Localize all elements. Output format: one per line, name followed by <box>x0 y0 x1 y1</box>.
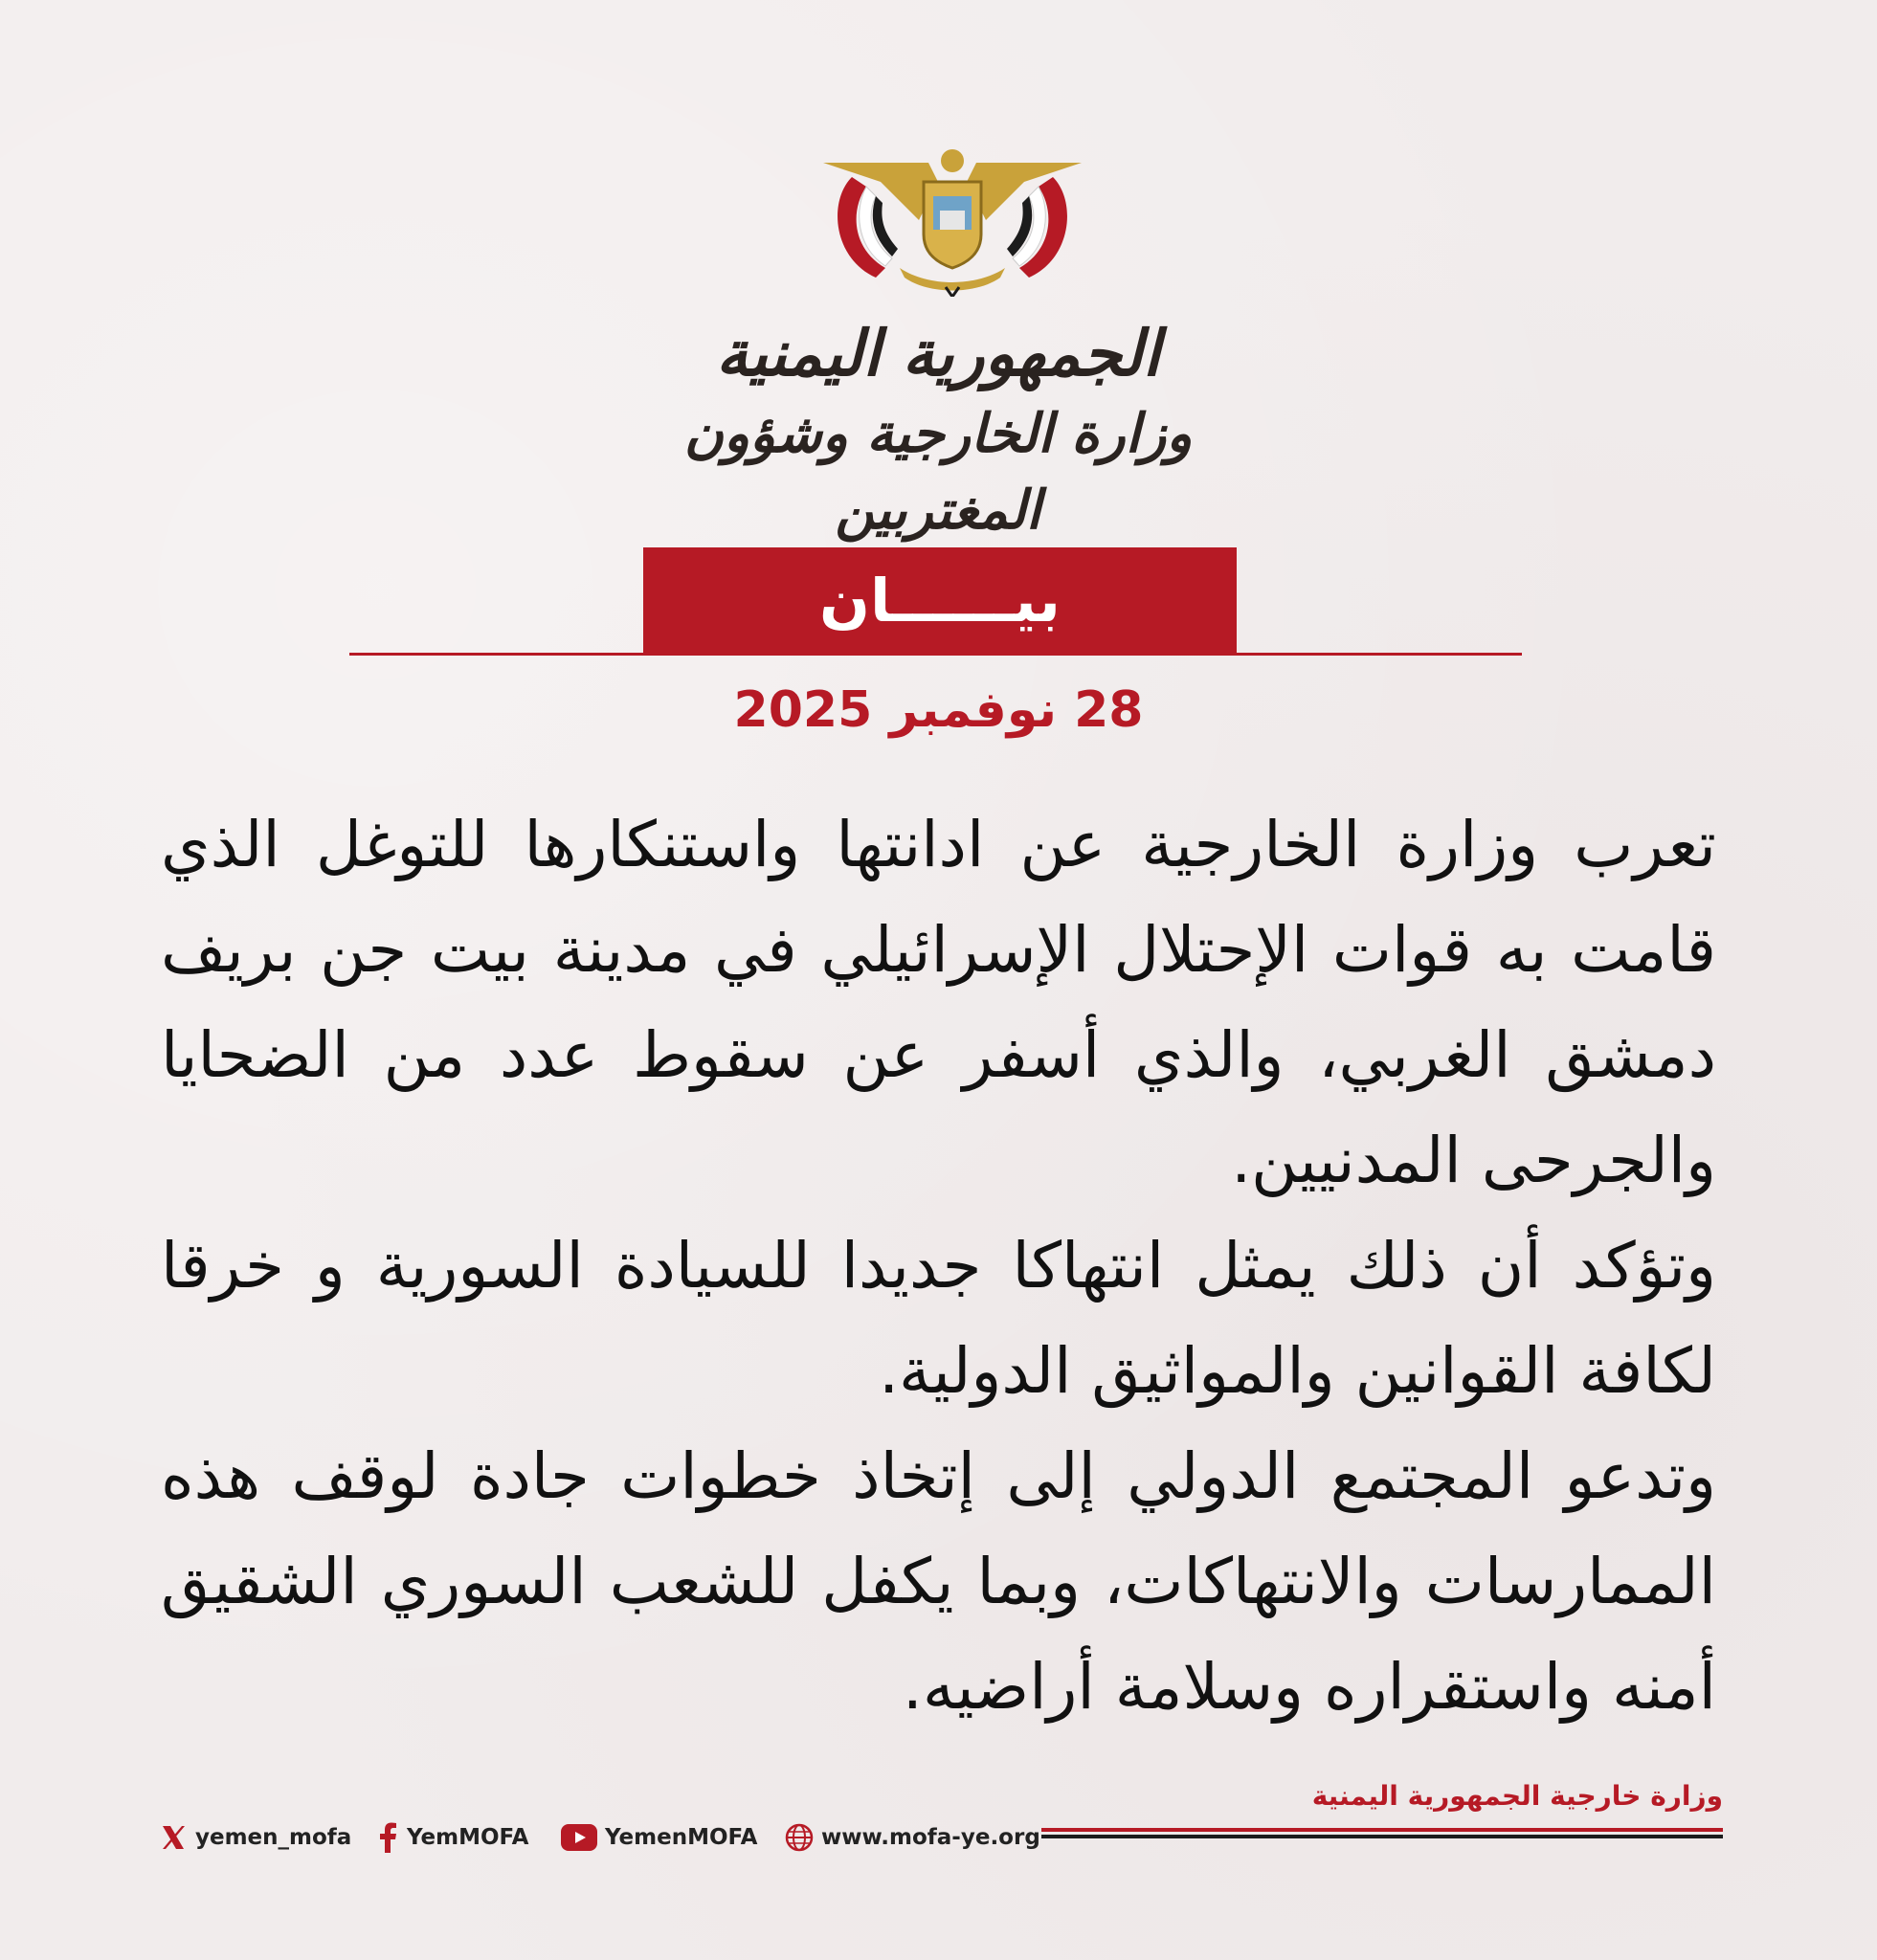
flag-stripes <box>1041 1828 1723 1841</box>
facebook-icon <box>376 1822 399 1853</box>
body-paragraph-2: وتؤكد أن ذلك يمثل انتهاكا جديدا للسيادة السورية و خرقا لكافة القوانين والمواثيق الدولية. <box>161 1229 1716 1408</box>
facebook-handle: YemMOFA <box>407 1825 529 1850</box>
body-paragraph-3: وتدعو المجتمع الدولي إلى إتخاذ خطوات جادة لوقف هذه الممارسات والانتهاكات، وبما يكفل للشعب السوري الشقيق أمنه واستقراره وسلامة أراضيه. <box>161 1439 1716 1724</box>
footer <box>153 1780 1723 1857</box>
body-paragraph-1: تعرب وزارة الخارجية عن ادانتها واستنكارها للتوغل الذي قامت به قوات الإحتلال الإسرائيلي في مدينة بيت جن بريف دمشق الغربي، والذي أسفر عن سقوط عدد من الضحايا والجرحى المدنيين. <box>161 808 1716 1197</box>
facebook-link[interactable] <box>376 1818 528 1857</box>
x-link[interactable] <box>159 1818 351 1857</box>
youtube-link[interactable] <box>561 1818 757 1857</box>
youtube-icon <box>561 1824 597 1851</box>
ministry-name: وزارة الخارجية وشؤون المغتربين <box>683 402 1193 542</box>
statement-body <box>161 792 1716 1740</box>
x-handle: yemen_mofa <box>195 1825 352 1850</box>
statement-date: 28 نوفمبر 2025 <box>733 681 1144 739</box>
website-url: www.mofa-ye.org <box>821 1825 1040 1850</box>
globe-icon <box>785 1823 814 1852</box>
title-underline <box>349 653 1522 656</box>
statement-title: بيــــــان <box>819 565 1061 635</box>
yemen-emblem-icon <box>823 144 1082 297</box>
republic-name: الجمهورية اليمنية <box>715 316 1161 390</box>
footer-ministry-label: وزارة خارجية الجمهورية اليمنية <box>1311 1780 1723 1812</box>
title-banner <box>643 547 1237 653</box>
ministry-header <box>670 311 1206 548</box>
x-icon <box>159 1823 188 1852</box>
website-link[interactable] <box>785 1818 1040 1857</box>
youtube-handle: YemenMOFA <box>605 1825 758 1850</box>
